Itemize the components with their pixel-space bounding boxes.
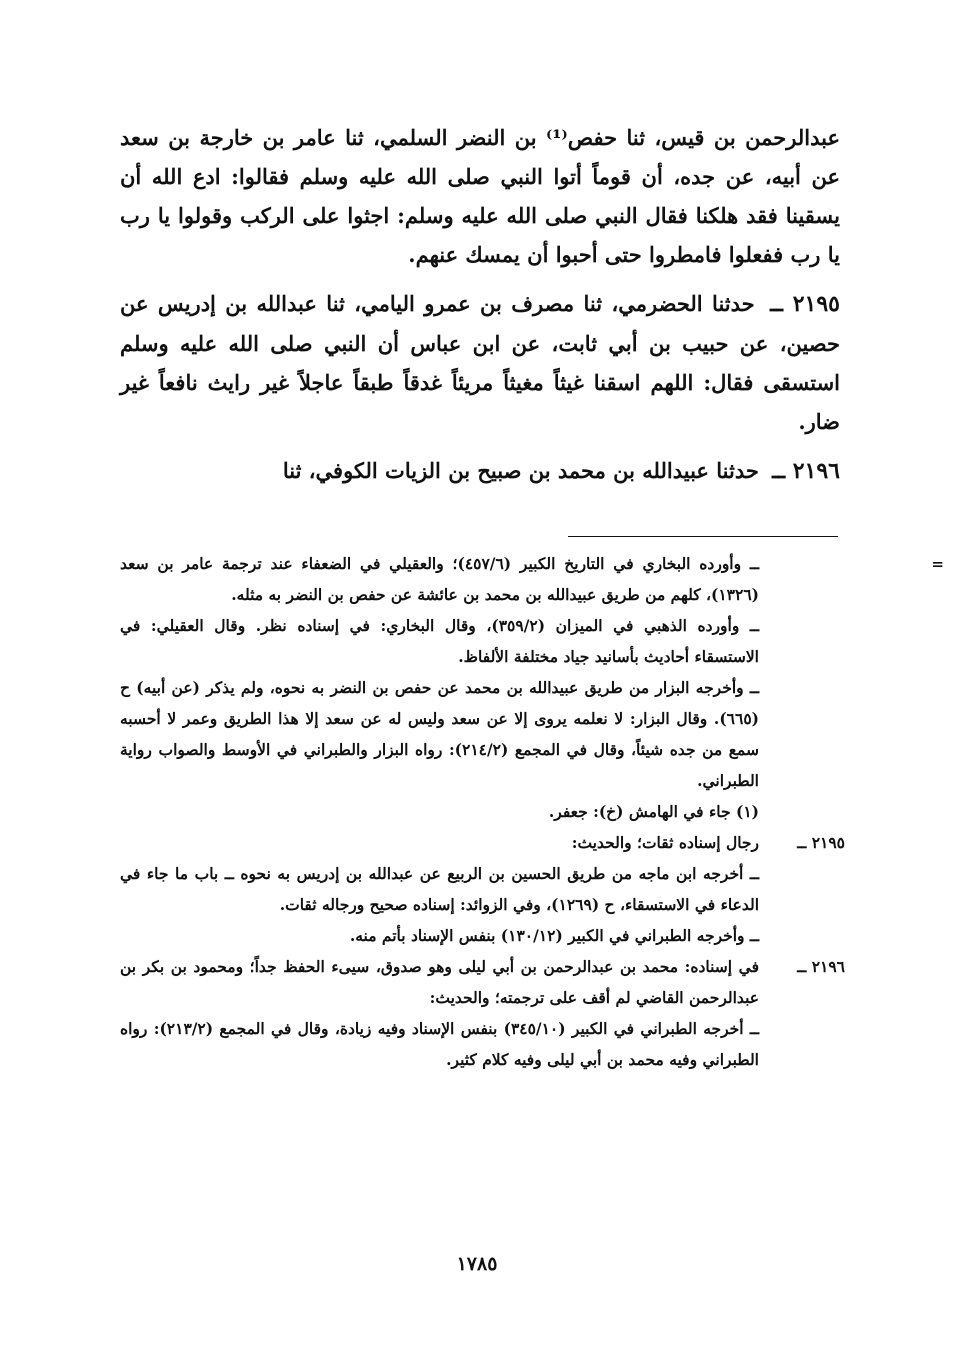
note-block-2195-details <box>120 858 845 951</box>
note-line: ــ أخرجه الطبراني في الكبير (٣٤٥/١٠) بنفس الإسناد وفيه زيادة، وقال في المجمع (٢١٣/٢): رواه الطبراني وفيه محمد بن أبي ليلى وفيه كلام كثير. <box>120 1019 759 1069</box>
note-block-prev <box>120 548 845 827</box>
note-body <box>120 827 759 858</box>
note-line: ــ وأخرجه الطبراني في الكبير (١٣٠/١٢) بنفس الإسناد بأتم منه. <box>349 926 759 945</box>
hadith-number-2196: ٢١٩٦ ــ <box>772 458 840 484</box>
note-block-2196 <box>120 951 845 1075</box>
footnote-1: (١) جاء في الهامش (خ): جعفر. <box>548 802 759 821</box>
note-line: ــ وأورده الذهبي في الميزان (٣٥٩/٢)، وقال البخاري: في إسناده نظر. وقال العقيلي: في الاستسقاء أحاديث بأسانيد جياد مختلفة الألفاظ. <box>120 616 759 666</box>
note-body <box>120 548 759 827</box>
note-line: ــ وأخرجه البزار من طريق عبيدالله بن محمد عن حفص بن النضر به نحوه، ولم يذكر (عن أبيه) ح (٦٦٥). وقال البزار: لا نعلمه يروى إلا عن سعد وليس له عن سعد إلا هذا الطريق وعمر لا أحسبه سمع من جده شيئاً، وقال في المجمع (٢١٤/٢): رواه البزار والطبراني في الأوسط والصواب رواية الطبراني. <box>120 678 759 790</box>
main-text <box>120 118 840 501</box>
hadith-number-2195: ٢١٩٥ ــ <box>770 291 840 317</box>
note-label-empty <box>759 548 845 827</box>
hadith-2196 <box>120 451 840 491</box>
page-number: ١٧٨٥ <box>456 1253 498 1275</box>
continuation-mark: = <box>931 555 944 573</box>
note-line: ــ وأورده البخاري في التاريخ الكبير (٤٥٧/٦)؛ والعقيلي في الضعفاء عند ترجمة عامر بن سعد (١٣٢٦)، كلهم من طريق عبيدالله بن محمد بن عائشة عن حفص بن النضر به مثله. <box>120 554 759 604</box>
hadith-2195 <box>120 284 840 441</box>
footnotes <box>120 548 845 1075</box>
paragraph-continuation: عبدالرحمن بن قيس، ثنا حفص⁽¹⁾ بن النضر السلمي، ثنا عامر بن خارجة بن سعد عن أبيه، عن جده، أن قوماً أتوا النبي صلى الله عليه وسلم فقالوا: ادع الله أن يسقينا فقد هلكنا فقال النبي صلى الله عليه وسلم: اجثوا على الركب وقولوا يا رب يا رب ففعلوا فامطروا حتى أحبوا أن يمسك عنهم. <box>120 125 840 267</box>
note-block-2195 <box>120 827 845 858</box>
footnote-divider <box>568 536 838 537</box>
note-line: في إسناده: محمد بن عبدالرحمن بن أبي ليلى وهو صدوق، سيىء الحفظ جداً؛ ومحمود بن بكر بن عبدالرحمن القاضي لم أقف على ترجمته؛ والحديث: <box>120 957 759 1007</box>
note-label-2195: ٢١٩٥ ــ <box>797 833 845 852</box>
note-label-2196: ٢١٩٦ ــ <box>797 957 845 976</box>
hadith-text-2196: حدثنا عبيدالله بن محمد بن صبيح بن الزيات الكوفي، ثنا <box>282 458 759 483</box>
note-label-empty <box>759 858 845 951</box>
note-line: رجال إسناده ثقات؛ والحديث: <box>571 833 759 852</box>
note-body <box>120 858 759 951</box>
note-body <box>120 951 759 1075</box>
note-line: ــ أخرجه ابن ماجه من طريق الحسين بن الربيع عن عبدالله بن إدريس به نحوه ــ باب ما جاء في الدعاء في الاستسقاء، ح (١٢٦٩)، وفي الزوائد: إسناده صحيح ورجاله ثقات. <box>120 864 759 914</box>
hadith-text-2195: حدثنا الحضرمي، ثنا مصرف بن عمرو اليامي، ثنا عبدالله بن إدريس عن حصين، عن حبيب بن أبي ثابت، عن ابن عباس أن النبي صلى الله عليه وسلم استسقى فقال: اللهم اسقنا غيثاً مغيثاً مريئاً غدقاً طبقاً عاجلاً غير رايث نافعاً غير ضار. <box>120 291 840 434</box>
